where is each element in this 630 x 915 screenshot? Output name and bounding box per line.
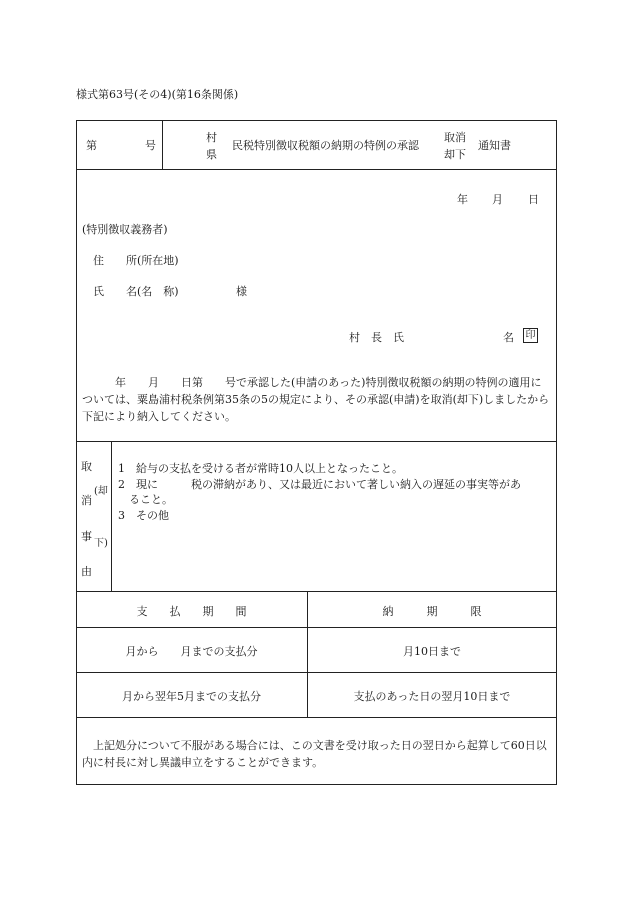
- mura-label: 村: [206, 131, 217, 144]
- row2-period: 月から翌年5月までの支払分: [122, 690, 261, 703]
- form-number: 様式第63号(その4)(第16条関係): [76, 88, 239, 101]
- reason-item-1: 1 給与の支払を受ける者が常時10人以上となったこと。: [118, 462, 403, 475]
- date-month: 月: [492, 193, 503, 206]
- date-day: 日: [528, 193, 539, 206]
- body-paragraph: 年 月 日第 号で承認した(申請のあった)特別徴収税額の納期の特例の適用については、粟島浦村税条例第35条の5の規定により、その承認(申請)を取消(却下)しましたから下記により納入してください。: [82, 376, 550, 423]
- seal-mark: 印: [523, 328, 538, 343]
- body-bottom-line: [76, 441, 557, 442]
- footer-note: 上記処分について不服がある場合には、この文書を受け取った日の翌日から起算して60日以内に村長に対し異議申立をすることができます。: [82, 739, 547, 769]
- name-label: 氏 名(名 称): [93, 285, 179, 298]
- period-header: 支 払 期 間: [136, 605, 247, 618]
- table-bottom-line: [76, 717, 557, 718]
- reason-paren-bottom: 下): [94, 538, 108, 549]
- reason-item-2-cont: ること。: [118, 493, 173, 506]
- issuer-mei: 名: [503, 331, 514, 344]
- ken-label: 県: [206, 148, 217, 161]
- row2-deadline: 支払のあった日の翌月10日まで: [353, 690, 511, 703]
- go-label: 号: [145, 139, 156, 152]
- header-divider: [162, 120, 163, 169]
- table-row1-line: [76, 672, 557, 673]
- dai-label: 第: [86, 139, 97, 152]
- reason-char-2: 消: [81, 494, 92, 507]
- reason-divider: [111, 441, 112, 591]
- header-bottom-line: [76, 169, 557, 170]
- notice-title: 民税特別徴収税額の納期の特例の承認: [232, 139, 419, 152]
- reason-char-4: 由: [81, 565, 92, 578]
- reason-item-3: 3 その他: [118, 509, 169, 522]
- reason-char-1: 取: [81, 460, 92, 473]
- tsuchisho-label: 通知書: [478, 139, 511, 152]
- issuer-label: 村 長 氏: [349, 331, 404, 344]
- reason-item-2: 2 現に 税の滞納があり、又は最近において著しい納入の遅延の事実等があ: [118, 478, 521, 491]
- addressee-label: (特別徴収義務者): [82, 223, 168, 236]
- reason-paren-top: (却: [94, 486, 108, 497]
- form-frame: [76, 120, 557, 785]
- kyakka-label: 却下: [444, 148, 466, 161]
- reason-char-3: 事: [81, 530, 92, 543]
- sama-label: 様: [236, 285, 247, 298]
- row1-period: 月から 月までの支払分: [125, 645, 258, 658]
- address-label: 住 所(所在地): [93, 254, 179, 267]
- torikeshi-label: 取消: [444, 131, 466, 144]
- date-year: 年: [457, 193, 468, 206]
- row1-deadline: 月10日まで: [403, 645, 461, 658]
- reason-bottom-line: [76, 591, 557, 592]
- table-header-line: [76, 627, 557, 628]
- deadline-header: 納 期 限: [382, 605, 482, 618]
